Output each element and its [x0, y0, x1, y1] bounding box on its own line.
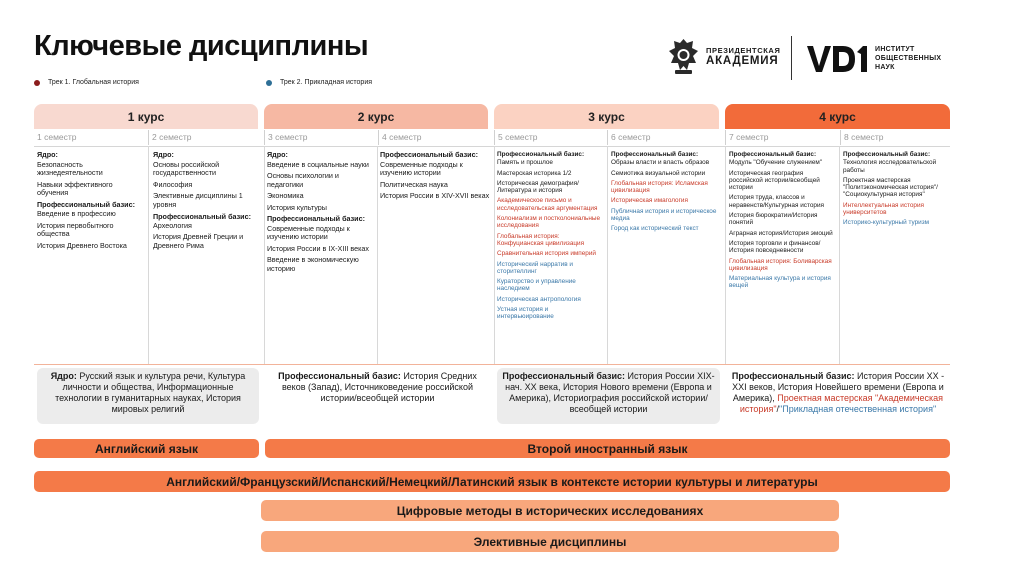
summary-label: Профессиональный базис: [731, 371, 855, 381]
legend-track2-label: Трек 2. Прикладная история [280, 79, 373, 86]
semester-1-header: 1 семестр [37, 132, 77, 142]
academy-logo-text [706, 47, 780, 67]
discipline: Историческая демография/ Литература и история [497, 179, 579, 195]
discipline: Философия [153, 179, 193, 189]
semester-6-header: 6 семестр [607, 130, 725, 145]
discipline: Технология исследовательской работы [843, 159, 937, 174]
semester-8-content [843, 151, 948, 230]
discipline-track1: Академическое письмо и исследовательская аргументация [497, 197, 598, 212]
course-2-header: 2 курс [264, 104, 488, 129]
prof-heading: Профессиональный базис: [380, 150, 478, 159]
discipline-track1: Интеллектуальная история университетов [843, 201, 925, 217]
discipline-track2: Материальная культура и история вещей [729, 275, 831, 290]
english-language-bar: Английский язык [34, 439, 259, 458]
prof-heading: Профессиональный базис: [611, 151, 699, 158]
discipline: Мастерская историка 1/2 [497, 169, 572, 177]
semester-7-content [729, 151, 836, 293]
column-divider [494, 146, 495, 364]
discipline-track2: Исторический нарратив и сторителлинг [497, 260, 573, 275]
discipline-track2: Город как исторический текст [611, 225, 699, 233]
inst-line3: НАУК [875, 64, 895, 71]
semester-4-content [380, 151, 490, 204]
table-bottom-divider [34, 364, 950, 365]
legend-track1-label: Трек 1. Глобальная история [48, 79, 139, 86]
discipline-track2: Публичная история и историческое медиа [611, 207, 717, 223]
discipline: История культуры [267, 202, 327, 212]
semester-3-content [267, 151, 373, 276]
column-divider [607, 146, 608, 364]
languages-context-bar: Английский/Французский/Испанский/Немецкий/Латинский язык в контексте истории культуры и литературы [34, 471, 950, 492]
course-1-header: 1 курс [34, 104, 258, 129]
discipline: Политическая наука [380, 179, 448, 189]
discipline: История России в IX-XIII веках [267, 243, 369, 253]
electives-bar: Элективные дисциплины [261, 531, 839, 552]
iogn-logo-icon [805, 42, 869, 76]
legend-track2 [266, 79, 372, 86]
discipline: Навыки эффективного обучения [37, 179, 113, 197]
discipline: Введение в профессию [37, 209, 116, 218]
discipline: Безопасность жизнедеятельности [37, 159, 103, 177]
header-divider [34, 146, 950, 147]
logo-divider [791, 36, 792, 80]
discipline: Модуль "Обучение служением" [729, 159, 823, 167]
prof-heading: Профессиональный базис: [153, 212, 251, 221]
semester-2-content [153, 151, 259, 253]
legend-track1 [34, 79, 139, 86]
semester-1-content [37, 151, 145, 253]
inst-line2: ОБЩЕСТВЕННЫХ [875, 55, 942, 62]
discipline: Введение в социальные науки [267, 159, 369, 169]
core-heading: Ядро: [153, 150, 174, 159]
inst-line1: ИНСТИТУТ [875, 46, 915, 53]
summary-track2: "Прикладная отечественная история" [779, 404, 937, 414]
institute-logo-text [875, 45, 941, 72]
discipline: Основы психологии и педагогики [267, 171, 339, 189]
semester-5-header: 5 семестр [494, 130, 606, 145]
discipline-track1: Историческая имагология [611, 197, 688, 205]
core-heading: Ядро: [37, 150, 58, 159]
discipline: Основы российской государственности [153, 159, 220, 177]
prof-heading: Профессиональный базис: [37, 199, 135, 209]
discipline: Память и прошлое [497, 159, 553, 167]
column-divider [264, 146, 265, 364]
discipline: Образы власти и власть образов [611, 159, 710, 167]
course-4-summary [726, 368, 950, 424]
page-title: Ключевые дисциплины [34, 30, 369, 62]
column-divider [148, 146, 149, 364]
column-divider [377, 146, 378, 364]
summary-text: История России XX - XXI веков, История Новейшего времени (Европа и Америка), [732, 371, 945, 403]
discipline: Семиотика визуальной истории [611, 169, 706, 177]
second-language-bar: Второй иностранный язык [265, 439, 950, 458]
course-4-header: 4 курс [725, 104, 950, 129]
discipline: Введение в экономическую историю [267, 255, 359, 273]
academy-line2: АКАДЕМИЯ [706, 54, 779, 67]
summary-separator: / [776, 404, 780, 414]
column-divider [839, 146, 840, 364]
prof-heading: Профессиональный базис: [843, 151, 931, 158]
summary-text: История Средних веков (Запад), Источниковедение российской истории/всеобщей истории [282, 371, 477, 403]
semester-7-header: 7 семестр [725, 130, 839, 145]
discipline: Современные подходы к изучению истории [380, 159, 463, 177]
discipline: Экономика [267, 191, 304, 200]
discipline-track1: Колониализм и постколониальные исследования [497, 215, 601, 230]
discipline: Проектная мастерская "Политэкономическая история"/ "Социокультурная история" [843, 176, 938, 199]
discipline: Элективные дисциплины 1 уровня [153, 191, 243, 209]
prof-heading: Профессиональный базис: [729, 151, 817, 158]
discipline: История Древней Греции и Древнего Рима [153, 232, 244, 250]
course-1-summary [37, 368, 259, 424]
summary-text: Русский язык и культура речи, Культура личности и общества, Информационные технологии в гуманитарных науках, История мировых религий [55, 371, 246, 414]
discipline-track2: Историко-культурный туризм [843, 219, 930, 227]
summary-track1: Проектная мастерская "Академическая история" [739, 393, 944, 414]
discipline: Аграрная история/История эмоций [729, 229, 833, 237]
column-divider [725, 146, 726, 364]
semester-6-content [611, 151, 722, 236]
semester-4-header: 4 семестр [378, 130, 494, 145]
discipline-track2: Историческая антропология [497, 295, 581, 303]
discipline: Историческая география российской истории/всеобщей истории [729, 169, 820, 192]
course-3-summary [497, 368, 720, 424]
semester-2-header: 2 семестр [148, 130, 264, 145]
discipline-track2: Кураторство и управление наследием [497, 278, 576, 293]
discipline-track1: Глобальная история: Боливарская цивилизация [729, 257, 832, 272]
track1-dot-icon [34, 80, 40, 86]
digital-methods-bar: Цифровые методы в исторических исследованиях [261, 500, 839, 521]
summary-label: Ядро: [50, 371, 77, 381]
discipline-track1: Глобальная история: Конфуцианская цивилизация [497, 232, 585, 247]
discipline: История торговли и финансов/ История повседневности [729, 239, 821, 255]
prof-heading: Профессиональный базис: [267, 214, 365, 223]
academy-emblem-icon [665, 36, 702, 76]
discipline: Современные подходы к изучению истории [267, 223, 350, 241]
discipline-track2: Устная история и интервьюирование [497, 306, 554, 321]
discipline: История первобытного общества [37, 220, 114, 238]
semester-8-header: 8 семестр [840, 130, 950, 145]
prof-heading: Профессиональный базис: [497, 151, 585, 158]
summary-label: Профессиональный базис: [502, 371, 626, 381]
course-3-header: 3 курс [494, 104, 719, 129]
discipline: История бюрократии/История понятий [729, 212, 818, 227]
academy-line1: ПРЕЗИДЕНТСКАЯ [706, 46, 781, 55]
core-heading: Ядро: [267, 150, 288, 159]
course-2-summary [266, 368, 489, 424]
track2-dot-icon [266, 80, 272, 86]
discipline: История труда, классов и неравенств/Культурная история [729, 194, 824, 209]
semester-5-content [497, 151, 604, 324]
discipline-track1: Сравнительная история империй [497, 250, 596, 258]
summary-label: Профессиональный базис: [278, 371, 401, 381]
discipline: Археология [153, 220, 192, 230]
summary-text: История России XIX-нач. XX века, История Нового времени (Европа и Америка), Историография российской истории/всеобщей истории [505, 371, 715, 414]
discipline: История России в XIV-XVII веках [380, 191, 490, 200]
semester-3-header: 3 семестр [264, 130, 376, 145]
discipline-track1: Глобальная история: Исламская цивилизация [611, 179, 708, 195]
discipline: История Древнего Востока [37, 240, 127, 250]
